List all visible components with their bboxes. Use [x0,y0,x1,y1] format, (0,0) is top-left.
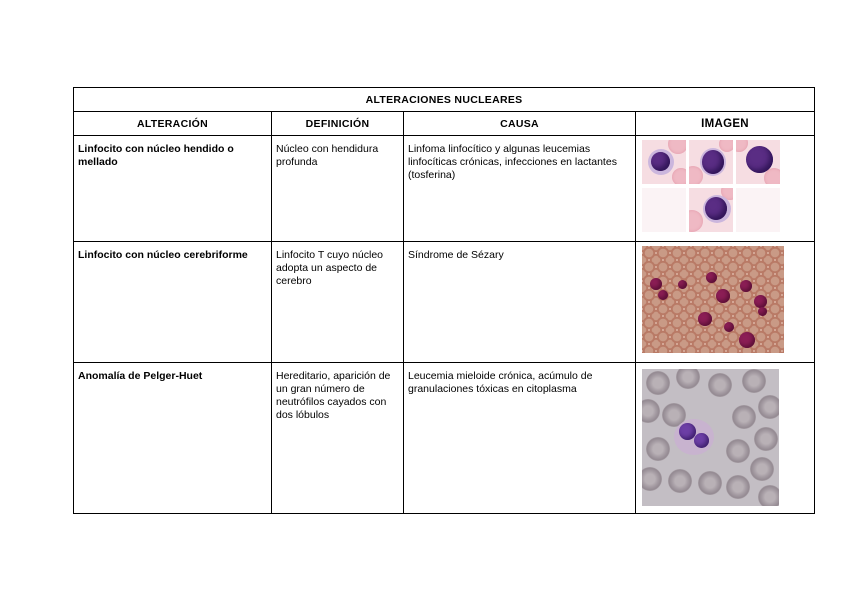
cell-definicion: Hereditario, aparición de un gran número de neutrófilos cayados con dos lóbulos [272,363,404,514]
cell-definicion: Núcleo con hendidura profunda [272,136,404,242]
header-causa: CAUSA [404,112,636,136]
header-definicion: DEFINICIÓN [272,112,404,136]
table-title: ALTERACIONES NUCLEARES [74,88,815,112]
document-sheet [73,87,814,514]
nuclear-alterations-table [73,87,815,514]
cell-alteracion: Linfocito con núcleo hendido o mellado [74,136,272,242]
header-alteracion: ALTERACIÓN [74,112,272,136]
cell-causa: Leucemia mieloide crónica, acúmulo de granulaciones tóxicas en citoplasma [404,363,636,514]
table-row [74,363,815,514]
table-row [74,136,815,242]
micrograph-sezary-image [642,246,784,353]
table-row [74,242,815,363]
cell-alteracion: Linfocito con núcleo cerebriforme [74,242,272,363]
cell-causa: Linfoma linfocítico y algunas leucemias linfocíticas crónicas, infecciones en lactantes (tosferina) [404,136,636,242]
cell-imagen [636,242,815,363]
table-title-row [74,88,815,112]
cell-imagen [636,363,815,514]
micrograph-pelger-huet-image [642,369,779,506]
cell-causa: Síndrome de Sézary [404,242,636,363]
cell-alteracion: Anomalía de Pelger-Huet [74,363,272,514]
cell-imagen [636,136,815,242]
table-header-row [74,112,815,136]
cell-definicion: Linfocito T cuyo núcleo adopta un aspecto de cerebro [272,242,404,363]
header-imagen: IMAGEN [636,112,815,136]
micrograph-collage-image [642,140,784,232]
